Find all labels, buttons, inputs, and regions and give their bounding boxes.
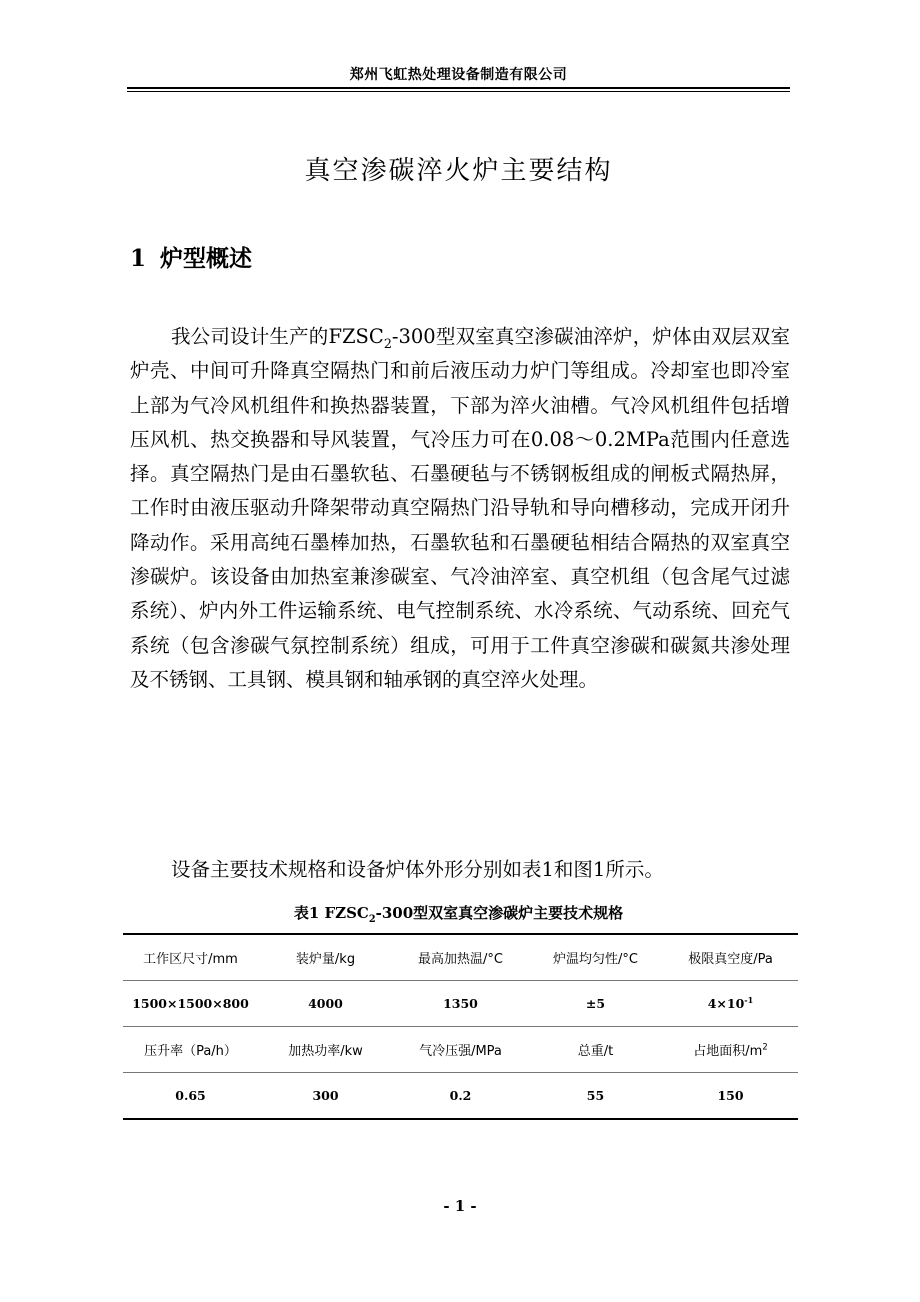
- table-cell: 0.65: [175, 1088, 206, 1103]
- table-cell: 300: [312, 1088, 339, 1103]
- table-cell-vacuum: $4\times 10^{-1}$: [707, 994, 754, 1011]
- table-caption: 表1 $FZSC_2-300$型双室真空渗碳炉主要技术规格: [293, 904, 624, 925]
- table-header-cell: 最高加热温/°C: [418, 952, 503, 967]
- table-row: [123, 981, 798, 1027]
- table-cell: 4000: [308, 996, 343, 1011]
- table-cell: 1500×1500×800: [132, 996, 249, 1011]
- page-header: 郑州飞虹热处理设备制造有限公司: [349, 67, 568, 83]
- table-header-row: [123, 1027, 798, 1073]
- spec-table: [123, 933, 798, 1120]
- table-header-cell: 工作区尺寸/mm: [143, 952, 238, 967]
- table-row: [123, 1073, 798, 1118]
- table-cell: 150: [717, 1088, 744, 1103]
- table-header-cell: 压升率（Pa/h）: [144, 1044, 237, 1059]
- table-header-row: [123, 935, 798, 981]
- section-heading: [130, 240, 252, 273]
- body-paragraph-1: 我公司设计生产的$FZSC_2-300$型双室真空渗碳油淬炉，炉体由双层双室炉壳、中间可升降真空隔热门和前后液压动力炉门等组成。冷却室也即冷室上部为气冷风机组件和换热器装置，下部为淬火油槽。气冷风机组件包括增压风机、热交换器和导风装置，气冷压力可在0.08～0.2MPa范围内任意选择。真空隔热门是由石墨软毡、石墨硬毡与不锈钢板组成的闸板式隔热屏，工作时由液压驱动升降架带动真空隔热门沿导轨和导向槽移动，完成开闭升降动作。采用高纯石墨棒加热，石墨软毡和石墨硬毡相结合隔热的双室真空渗碳炉。该设备由加热室兼渗碳室、气冷油淬室、真空机组（包含尾气过滤系统）、炉内外工件运输系统、电气控制系统、水冷系统、气动系统、回充气系统（包含渗碳气氛控制系统）组成，可用于工件真空渗碳和碳氮共渗处理及不锈钢、工具钢、模具钢和轴承钢的真空淬火处理。: [130, 325, 790, 691]
- section-heading-text: 炉型概述: [160, 246, 253, 272]
- page-number: - 1 -: [443, 1197, 477, 1215]
- table-cell: 55: [586, 1088, 605, 1103]
- table-header-cell-area: 占地面积$/m^2$: [693, 1041, 768, 1059]
- section-number: 1: [130, 245, 147, 272]
- table-cell: ±5: [585, 996, 606, 1011]
- table-cell: 1350: [443, 996, 478, 1011]
- table-header-cell: 总重/t: [577, 1044, 614, 1059]
- table-cell: 0.2: [449, 1088, 472, 1103]
- table-header-cell: 装炉量/kg: [295, 952, 356, 967]
- table-header-cell: 加热功率/kw: [288, 1044, 363, 1059]
- header-rule-thick: [127, 87, 790, 89]
- table-header-cell: 气冷压强/MPa: [419, 1044, 502, 1059]
- table-header-cell: 极限真空度/Pa: [688, 952, 773, 967]
- header-rule-thin: [127, 91, 790, 92]
- table-header-cell: 炉温均匀性/°C: [553, 952, 638, 967]
- body-paragraph-2: 设备主要技术规格和设备炉体外形分别如表1和图1所示。: [171, 858, 664, 881]
- document-title: 真空渗碳淬火炉主要结构: [304, 156, 613, 186]
